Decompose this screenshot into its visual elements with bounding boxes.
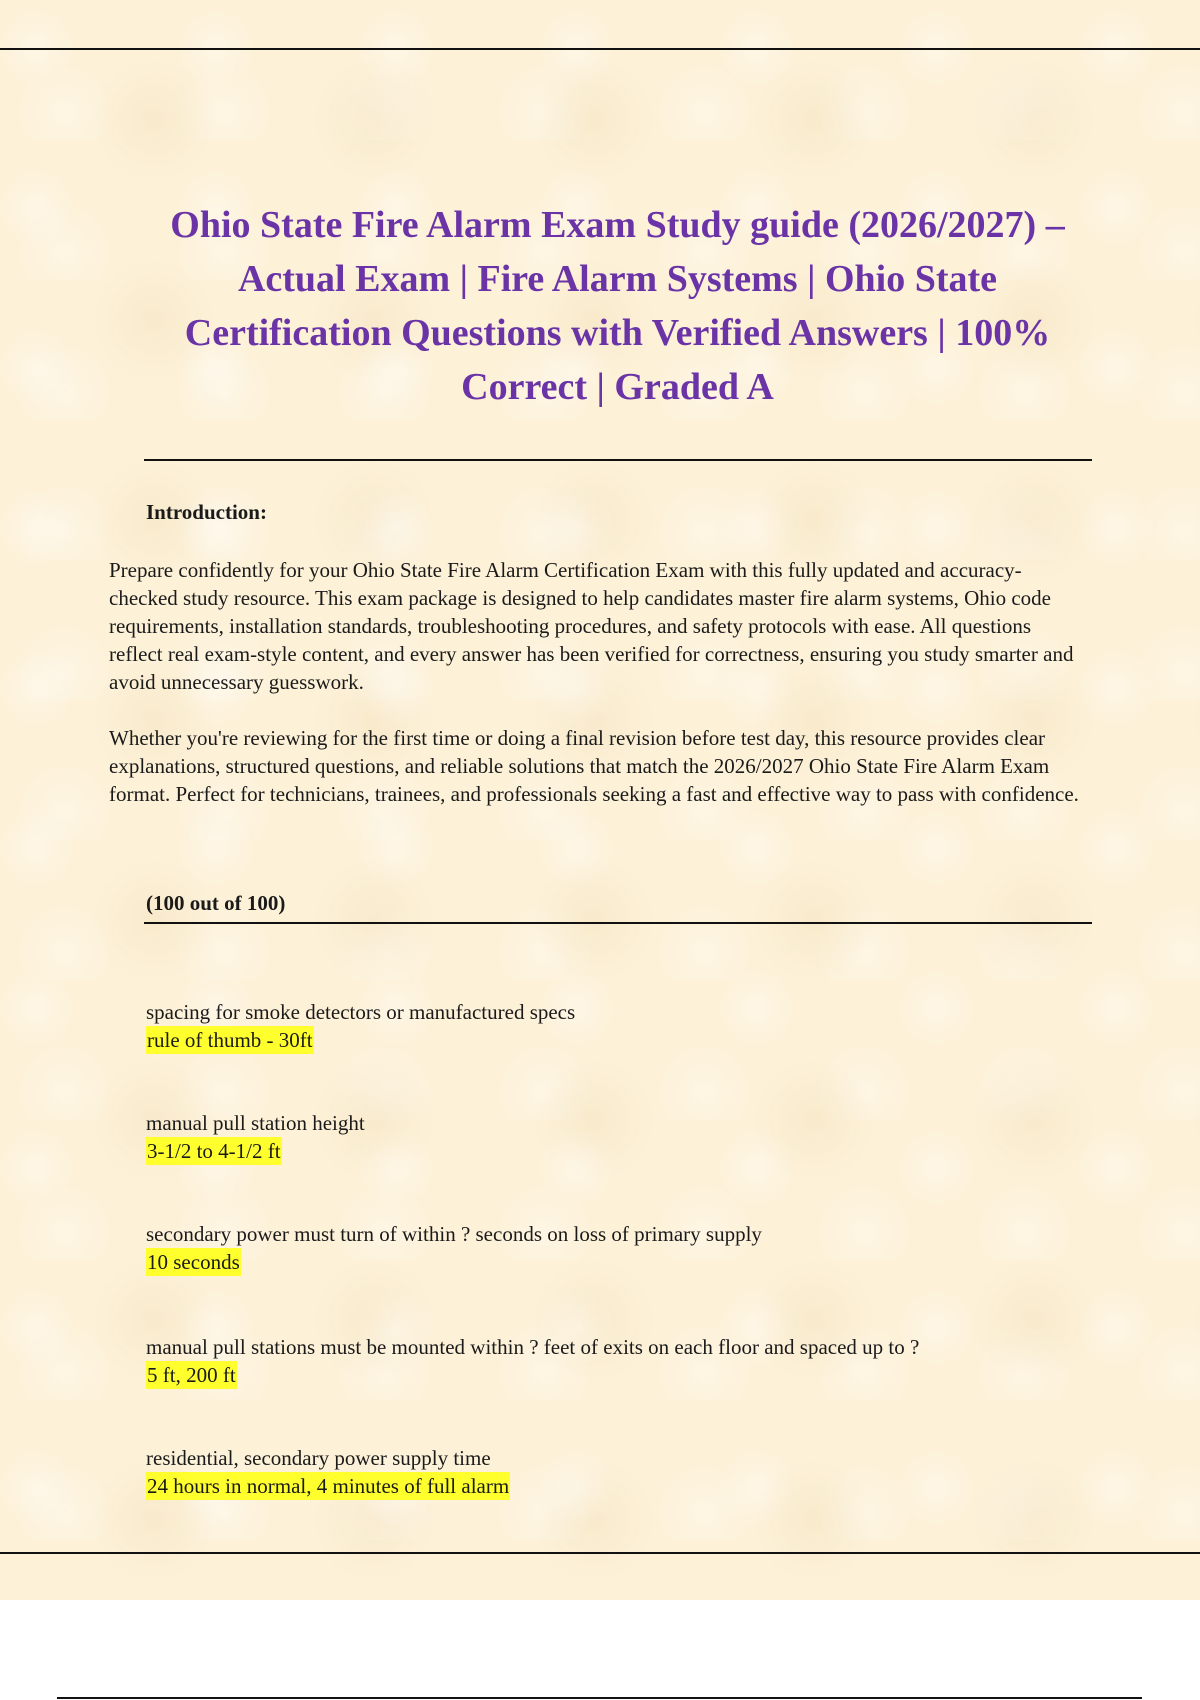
qa-item (146, 1220, 1086, 1276)
bottom-divider (0, 1552, 1200, 1554)
next-page-divider (57, 1697, 1142, 1699)
answer-highlight: rule of thumb - 30ft (147, 1028, 313, 1052)
answer-highlight: 5 ft, 200 ft (147, 1363, 236, 1387)
document-title: Ohio State Fire Alarm Exam Study guide (2026/2027) – Actual Exam | Fire Alarm Systems | Ohio State Certification Questions with Verified Answers | 100% Correct | Graded A (170, 204, 1065, 408)
intro-heading: Introduction: (146, 500, 267, 524)
question-text: secondary power must turn of within ? seconds on loss of primary supply (146, 1222, 762, 1246)
qa-item (146, 1444, 1086, 1500)
question-text: spacing for smoke detectors or manufactured specs (146, 1000, 576, 1024)
qa-item (146, 1109, 1086, 1165)
title-divider (144, 459, 1092, 461)
question-text: manual pull station height (146, 1111, 365, 1135)
answer-highlight: 24 hours in normal, 4 minutes of full alarm (147, 1474, 510, 1498)
qa-item (146, 998, 1086, 1054)
intro-paragraph-2: Whether you're reviewing for the first time or doing a final revision before test day, this resource provides clear explanations, structured questions, and reliable solutions that match the 2026/2027 Ohio State Fire Alarm Exam format. Perfect for technicians, trainees, and professionals seeking a fast and effective way to pass with confidence. (109, 726, 1079, 806)
answer-highlight: 10 seconds (147, 1250, 240, 1274)
answer-highlight: 3-1/2 to 4-1/2 ft (147, 1139, 281, 1163)
question-text: manual pull stations must be mounted within ? feet of exits on each floor and spaced up to ? (146, 1335, 920, 1359)
score-divider (144, 922, 1092, 924)
top-divider (0, 48, 1200, 50)
question-text: residential, secondary power supply time (146, 1446, 491, 1470)
score-label: (100 out of 100) (146, 891, 286, 915)
qa-item (146, 1333, 1086, 1389)
intro-paragraph-1: Prepare confidently for your Ohio State Fire Alarm Certification Exam with this fully updated and accuracy-checked study resource. This exam package is designed to help candidates master fire alarm systems, Ohio code requirements, installation standards, troubleshooting procedures, and safety protocols with ease. All questions reflect real exam-style content, and every answer has been verified for correctness, ensuring you study smarter and avoid unnecessary guesswork. (109, 558, 1074, 694)
